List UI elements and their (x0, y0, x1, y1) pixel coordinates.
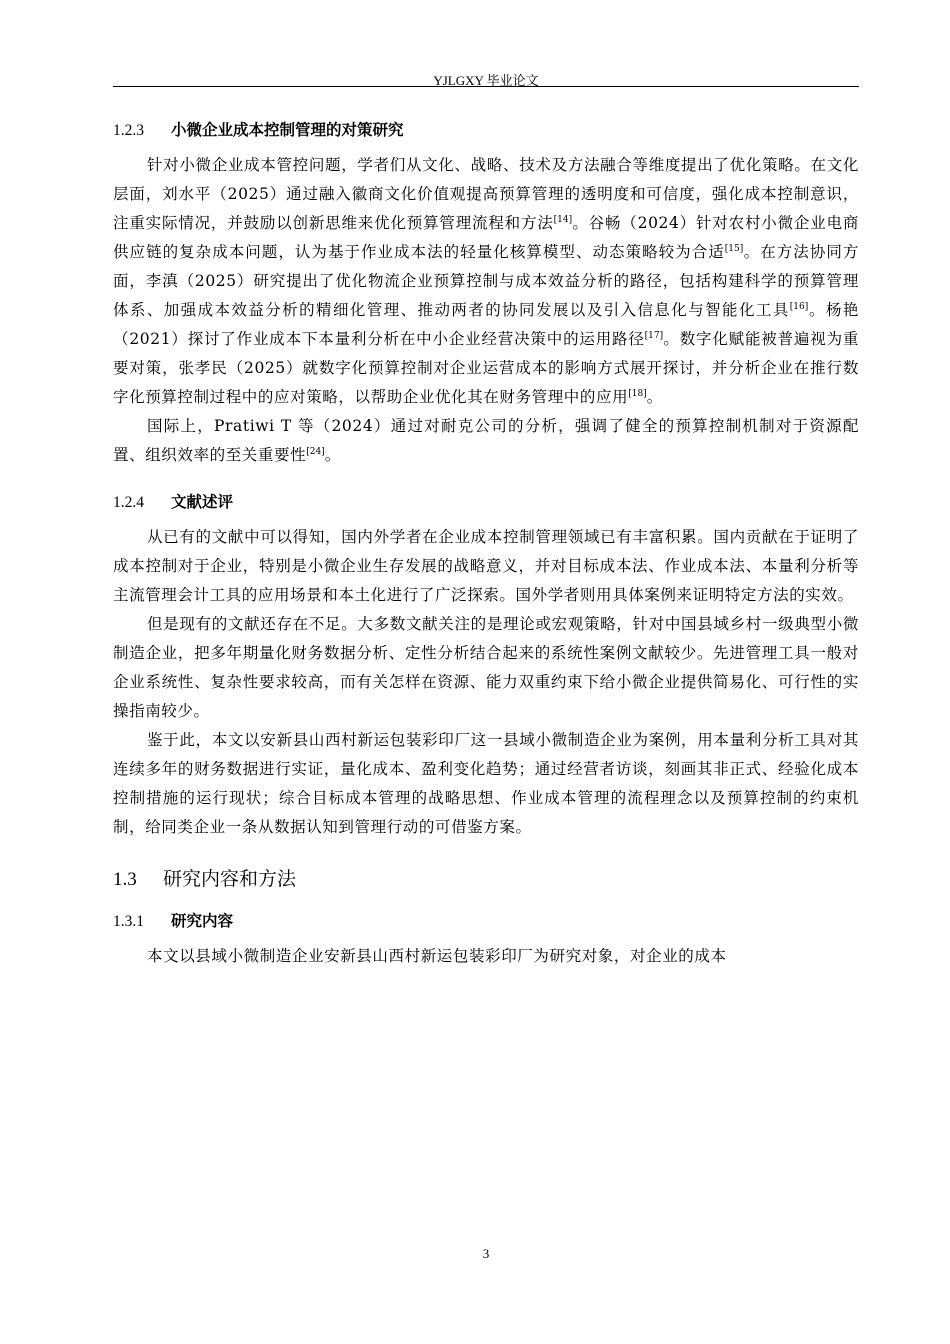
paragraph: 但是现有的文献还存在不足。大多数文献关注的是理论或宏观策略，针对中国县域乡村一级典型小微制造企业，把多年期量化财务数据分析、定性分析结合起来的系统性案例文献较少。先进管理工具一般对企业系统性、复杂性要求较高，而有关怎样在资源、能力双重约束下给小微企业提供简易化、可行性的实操指南较少。 (113, 615, 859, 720)
section-number: 1.2.3 (113, 122, 144, 139)
paragraph (113, 151, 859, 412)
paragraph (113, 412, 859, 470)
section-title: 小微企业成本控制管理的对策研究 (171, 121, 404, 139)
section-heading-1-2-3 (113, 116, 859, 145)
text-run: 。 (646, 388, 663, 406)
citation: [17] (644, 330, 664, 341)
page-number: 3 (482, 1246, 490, 1261)
page-body (113, 116, 859, 971)
text-run: 。谷畅（2024）针对农村小微企业电商供应链的复杂成本问题，认为基于作业成本法的轻量化核算模型、动态策略较为合适 (113, 214, 859, 261)
paragraph: 鉴于此，本文以安新县山西村新运包装彩印厂这一县域小微制造企业为案例，用本量利分析工具对其连续多年的财务数据进行实证，量化成本、盈利变化趋势；通过经营者访谈，刻画其非正式、经验化成本控制措施的运行现状；综合目标成本管理的战略思想、作业成本管理的流程理念以及预算控制的约束机制，给同类企业一条从数据认知到管理行动的可借鉴方案。 (113, 731, 859, 836)
running-header: YJLGXY 毕业论文 (433, 73, 539, 88)
section-title: 研究内容 (171, 912, 234, 930)
section-number: 1.3 (113, 869, 137, 890)
citation: [16] (789, 301, 809, 312)
paragraph: 本文以县域小微制造企业安新县山西村新运包装彩印厂为研究对象，对企业的成本 (147, 947, 727, 965)
citation: [14] (553, 214, 573, 225)
citation: [24] (306, 446, 325, 457)
section-heading-1-3-1 (113, 907, 859, 936)
text-run: 。 (324, 446, 341, 464)
citation: [18] (628, 388, 647, 399)
text-run: 针对小微企业成本管控问题，学者们从文化、战略、技术及方法融合等维度提出了优化策略。在文化层面，刘水平（2025）通过融入徽商文化价值观提高预算管理的透明度和可信度，强化成本控制意识，注重实际情况，并鼓励以创新思维来优化预算管理流程和方法 (113, 156, 859, 232)
citation: [15] (724, 243, 744, 254)
section-heading-1-2-4 (113, 488, 859, 517)
text-run: 。在方法协同方面，李滇（2025）研究提出了优化物流企业预算控制与成本效益分析的路径，包括构建科学的预算管理体系、加强成本效益分析的精细化管理、推动两者的协同发展以及引入信息化与智能化工具 (113, 243, 860, 319)
text-run: 国际上，Pratiwi T 等（2024）通过对耐克公司的分析，强调了健全的预算控制机制对于资源配置、组织效率的至关重要性 (113, 417, 859, 464)
text-run: 。杨艳（2021）探讨了作业成本下本量利分析在中小企业经营决策中的运用路径 (113, 301, 859, 348)
section-title: 文献述评 (171, 493, 234, 511)
section-number: 1.3.1 (113, 913, 144, 930)
section-heading-1-3 (113, 864, 859, 895)
text-run: 。数字化赋能被普遍视为重要对策，张孝民（2025）就数字化预算控制对企业运营成本的影响方式展开探讨，并分析企业在推行数字化预算控制过程中的应对策略，以帮助企业优化其在财务管理中的应用 (113, 330, 859, 406)
section-number: 1.2.4 (113, 494, 144, 511)
header-rule (113, 86, 859, 87)
paragraph: 从已有的文献中可以得知，国内外学者在企业成本控制管理领域已有丰富积累。国内贡献在于证明了成本控制对于企业，特别是小微企业生存发展的战略意义，并对目标成本法、作业成本法、本量利分析等主流管理会计工具的应用场景和本土化进行了广泛探索。国外学者则用具体案例来证明特定方法的实效。 (113, 528, 859, 604)
section-title: 研究内容和方法 (163, 868, 297, 890)
